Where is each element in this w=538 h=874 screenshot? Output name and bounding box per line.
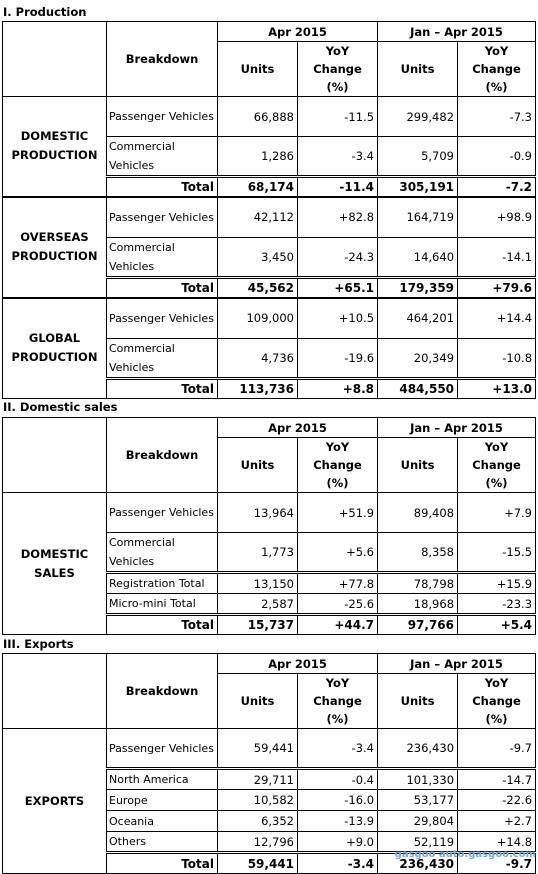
units-value: 5,709 [378, 137, 458, 177]
yoy-value: -0.9 [458, 137, 536, 177]
row-name: Others [107, 832, 218, 853]
units-value: 29,711 [218, 769, 298, 790]
group-label-domestic-production: DOMESTIC PRODUCTION [3, 97, 107, 197]
row-name: Passenger Vehicles [107, 493, 218, 533]
units-value: 14,640 [378, 238, 458, 278]
total-yoy: +65.1 [298, 278, 378, 298]
units-header: Units [378, 674, 458, 729]
total-yoy: +8.8 [298, 379, 378, 399]
total-units: 113,736 [218, 379, 298, 399]
yoy-value: +82.8 [298, 197, 378, 238]
period2-header: Jan – Apr 2015 [378, 22, 536, 42]
row-name: Passenger Vehicles [107, 97, 218, 137]
units-value: 10,582 [218, 790, 298, 811]
units-value: 52,119 [378, 832, 458, 853]
units-value: 42,112 [218, 197, 298, 238]
units-value: 53,177 [378, 790, 458, 811]
yoy-value: -11.5 [298, 97, 378, 137]
units-value: 101,330 [378, 769, 458, 790]
units-value: 89,408 [378, 493, 458, 533]
row-name: Europe [107, 790, 218, 811]
yoy-header: YoY Change (%) [458, 438, 536, 493]
yoy-value: -23.3 [458, 594, 536, 615]
total-yoy: +44.7 [298, 615, 378, 635]
yoy-header: YoY Change (%) [298, 674, 378, 729]
units-value: 59,441 [218, 729, 298, 769]
group-label-global-production: GLOBAL PRODUCTION [3, 298, 107, 399]
total-units: 236,430 [378, 853, 458, 874]
period1-header: Apr 2015 [218, 22, 378, 42]
row-name: Commercial Vehicles [107, 238, 218, 278]
row-name: Commercial Vehicles [107, 533, 218, 573]
row-name: Registration Total [107, 573, 218, 594]
total-yoy: -11.4 [298, 177, 378, 197]
yoy-value: -3.4 [298, 137, 378, 177]
watermark-logo: gasgoo auto.gasgoo.com [394, 849, 536, 860]
row-name: North America [107, 769, 218, 790]
units-value: 13,150 [218, 573, 298, 594]
units-value: 66,888 [218, 97, 298, 137]
production-title: I. Production [3, 5, 87, 19]
units-value: 20,349 [378, 339, 458, 379]
units-header: Units [218, 42, 298, 97]
domestic-sales-title: II. Domestic sales [3, 400, 118, 414]
total-units: 68,174 [218, 177, 298, 197]
yoy-value: -24.3 [298, 238, 378, 278]
yoy-value: -10.8 [458, 339, 536, 379]
yoy-value: +9.0 [298, 832, 378, 853]
yoy-value: -16.0 [298, 790, 378, 811]
units-value: 8,358 [378, 533, 458, 573]
units-value: 18,968 [378, 594, 458, 615]
yoy-header: YoY Change (%) [298, 438, 378, 493]
total-units: 59,441 [218, 853, 298, 874]
total-label: Total [107, 615, 218, 635]
row-name: Commercial Vehicles [107, 339, 218, 379]
total-label: Total [107, 177, 218, 197]
header-blank [3, 22, 107, 97]
row-name: Passenger Vehicles [107, 729, 218, 769]
total-units: 97,766 [378, 615, 458, 635]
units-value: 78,798 [378, 573, 458, 594]
total-yoy: -9.7 [458, 853, 536, 874]
row-name: Oceania [107, 811, 218, 832]
yoy-value: +7.9 [458, 493, 536, 533]
yoy-value: -7.3 [458, 97, 536, 137]
units-header: Units [378, 42, 458, 97]
yoy-value: +14.8 [458, 832, 536, 853]
total-yoy: -7.2 [458, 177, 536, 197]
units-value: 299,482 [378, 97, 458, 137]
yoy-value: -22.6 [458, 790, 536, 811]
row-name: Micro-mini Total [107, 594, 218, 615]
total-units: 484,550 [378, 379, 458, 399]
yoy-value: +51.9 [298, 493, 378, 533]
breakdown-header: Breakdown [107, 654, 218, 729]
yoy-value: -14.1 [458, 238, 536, 278]
total-yoy: +13.0 [458, 379, 536, 399]
units-value: 12,796 [218, 832, 298, 853]
total-label: Total [107, 853, 218, 874]
row-name: Passenger Vehicles [107, 298, 218, 339]
header-blank [3, 418, 107, 493]
period1-header: Apr 2015 [218, 654, 378, 674]
units-value: 109,000 [218, 298, 298, 339]
units-header: Units [378, 438, 458, 493]
exports-title: III. Exports [3, 637, 74, 651]
yoy-value: +10.5 [298, 298, 378, 339]
units-value: 1,286 [218, 137, 298, 177]
row-name: Passenger Vehicles [107, 197, 218, 238]
yoy-value: +14.4 [458, 298, 536, 339]
total-units: 45,562 [218, 278, 298, 298]
total-label: Total [107, 278, 218, 298]
yoy-value: -13.9 [298, 811, 378, 832]
yoy-value: -15.5 [458, 533, 536, 573]
total-units: 15,737 [218, 615, 298, 635]
total-units: 305,191 [378, 177, 458, 197]
period2-header: Jan – Apr 2015 [378, 418, 536, 438]
yoy-value: -9.7 [458, 729, 536, 769]
production-table [2, 21, 536, 399]
units-value: 1,773 [218, 533, 298, 573]
yoy-value: +5.6 [298, 533, 378, 573]
yoy-value: -19.6 [298, 339, 378, 379]
total-label: Total [107, 379, 218, 399]
units-value: 3,450 [218, 238, 298, 278]
row-name: Commercial Vehicles [107, 137, 218, 177]
breakdown-header: Breakdown [107, 418, 218, 493]
units-value: 29,804 [378, 811, 458, 832]
yoy-header: YoY Change (%) [298, 42, 378, 97]
units-value: 164,719 [378, 197, 458, 238]
total-units: 179,359 [378, 278, 458, 298]
exports-table [2, 653, 536, 874]
units-header: Units [218, 438, 298, 493]
period2-header: Jan – Apr 2015 [378, 654, 536, 674]
group-label-domestic-sales: DOMESTIC SALES [3, 493, 107, 635]
group-label-exports: EXPORTS [3, 729, 107, 874]
units-header: Units [218, 674, 298, 729]
total-yoy: -3.4 [298, 853, 378, 874]
units-value: 6,352 [218, 811, 298, 832]
yoy-value: +2.7 [458, 811, 536, 832]
header-blank [3, 654, 107, 729]
yoy-value: -25.6 [298, 594, 378, 615]
period1-header: Apr 2015 [218, 418, 378, 438]
units-value: 236,430 [378, 729, 458, 769]
yoy-value: -14.7 [458, 769, 536, 790]
yoy-value: -0.4 [298, 769, 378, 790]
domestic-sales-table [2, 417, 536, 635]
units-value: 4,736 [218, 339, 298, 379]
yoy-value: +98.9 [458, 197, 536, 238]
yoy-value: +77.8 [298, 573, 378, 594]
units-value: 13,964 [218, 493, 298, 533]
yoy-header: YoY Change (%) [458, 42, 536, 97]
total-yoy: +5.4 [458, 615, 536, 635]
yoy-value: +15.9 [458, 573, 536, 594]
yoy-value: -3.4 [298, 729, 378, 769]
total-yoy: +79.6 [458, 278, 536, 298]
yoy-header: YoY Change (%) [458, 674, 536, 729]
units-value: 2,587 [218, 594, 298, 615]
units-value: 464,201 [378, 298, 458, 339]
breakdown-header: Breakdown [107, 22, 218, 97]
group-label-overseas-production: OVERSEAS PRODUCTION [3, 197, 107, 298]
